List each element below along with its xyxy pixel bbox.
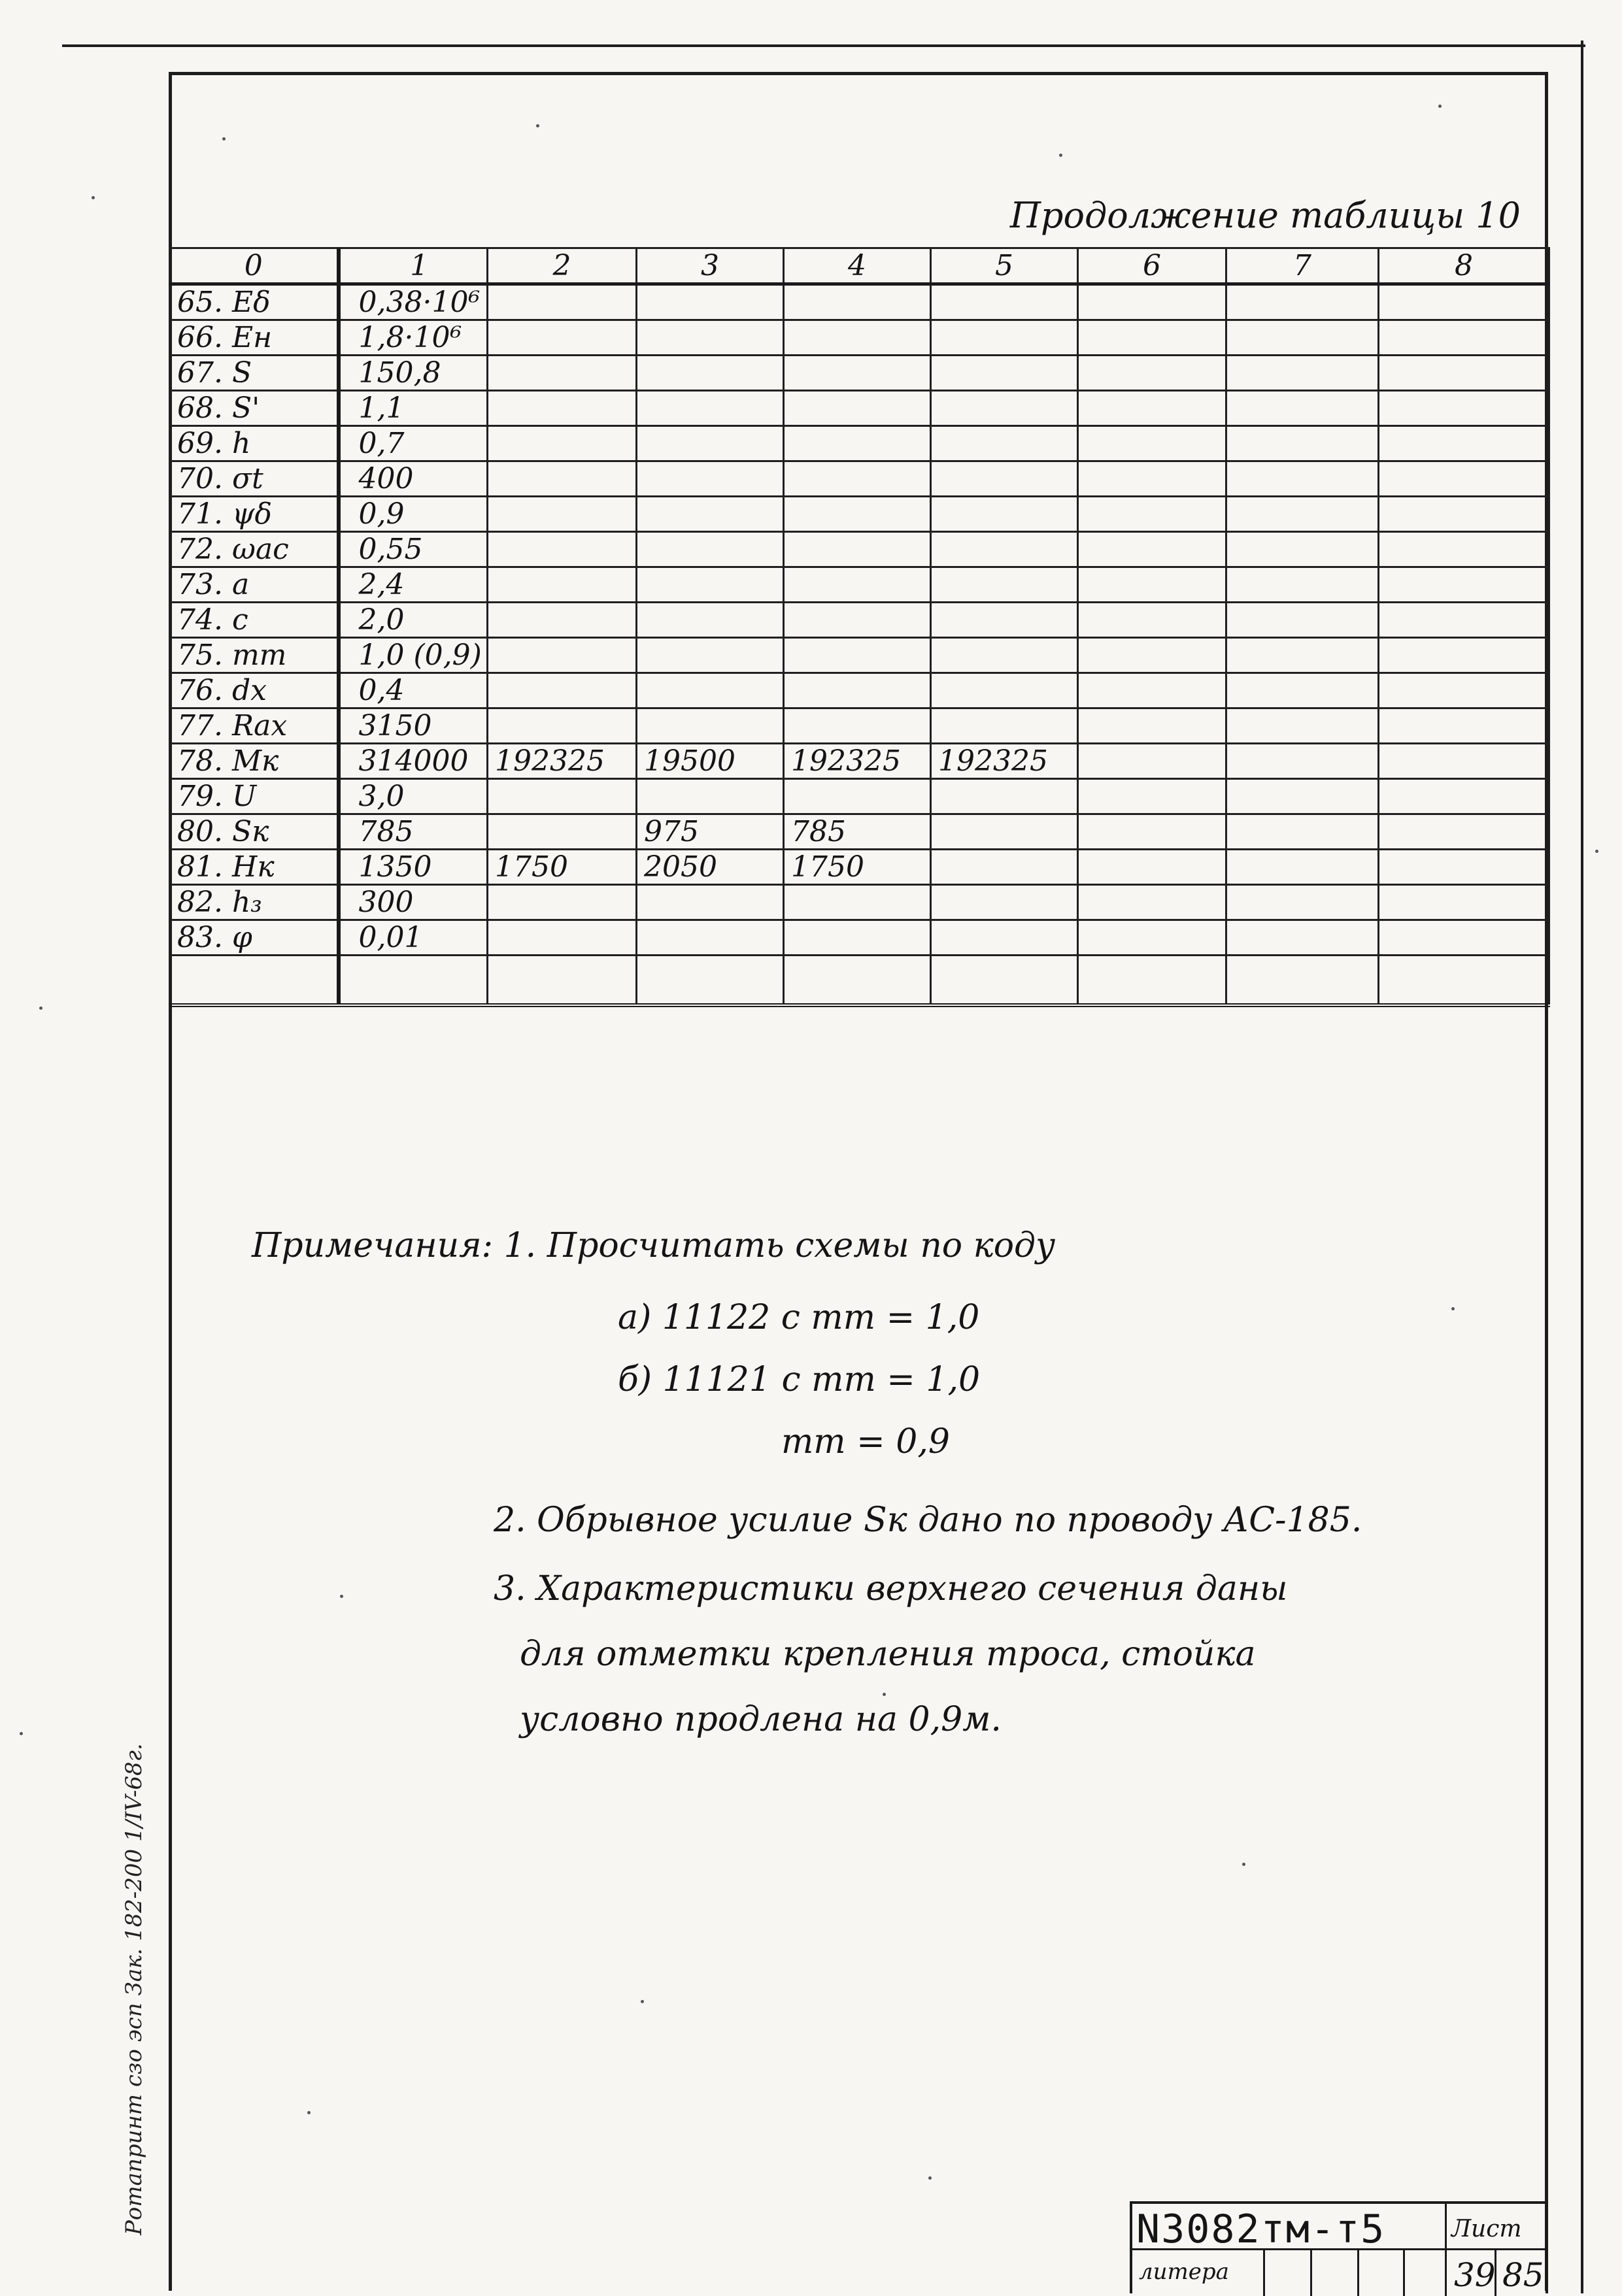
value-cell [931,567,1078,603]
value-cell [931,814,1078,850]
value-cell [1078,708,1226,744]
value-cell [784,497,931,532]
parameter-name-cell: 78. Мк [170,744,339,779]
value-cell [931,426,1078,461]
value-cell [1379,461,1549,497]
value-cell [1379,426,1549,461]
note-item-1: 1. Просчитать схемы по коду [503,1226,1056,1265]
parameter-name-cell: 79. U [170,779,339,814]
value-cell [1379,320,1549,356]
parameter-name-cell: 81. Нк [170,850,339,885]
value-cell [931,532,1078,567]
table-body [170,284,1549,1006]
value-cell [1379,779,1549,814]
value-cell [1226,391,1379,426]
value-cell [488,284,637,320]
value-cell [784,426,931,461]
empty-cell [488,956,637,1006]
value-cell: 150,8 [339,356,488,391]
value-cell [931,356,1078,391]
value-cell [1226,744,1379,779]
value-cell: 3150 [339,708,488,744]
value-cell [931,708,1078,744]
table-row [170,320,1549,356]
parameter-name-cell: 66. Ен [170,320,339,356]
title-block-separator [1445,2204,1447,2296]
value-cell [1379,638,1549,673]
value-cell [1226,356,1379,391]
value-cell [637,391,784,426]
note-item-3-line-3: условно продлена на 0,9м. [520,1700,1002,1739]
value-cell [931,461,1078,497]
value-cell: 975 [637,814,784,850]
header-col-7: 7 [1226,248,1379,284]
value-cell [1379,814,1549,850]
value-cell [784,603,931,638]
empty-cell [637,956,784,1006]
parameter-name-cell: 69. ℎ [170,426,339,461]
value-cell [784,356,931,391]
header-col-4: 4 [784,248,931,284]
value-cell [1078,920,1226,956]
empty-cell [784,956,931,1006]
value-cell [488,320,637,356]
value-cell: 2,0 [339,603,488,638]
value-cell [931,638,1078,673]
value-cell: 300 [339,885,488,920]
note-item-1b: б) 11121 с mт = 1,0 [618,1360,981,1399]
value-cell: 192325 [784,744,931,779]
value-cell [488,426,637,461]
title-block [1130,2201,1548,2293]
note-item-3-line-2: для отметки крепления троса, стойка [520,1635,1256,1674]
value-cell [1078,284,1226,320]
value-cell [1379,391,1549,426]
value-cell [1379,603,1549,638]
value-cell [637,320,784,356]
value-cell: 0,55 [339,532,488,567]
litera-cell-2 [1310,2248,1312,2296]
value-cell [1078,567,1226,603]
table-row [170,284,1549,320]
value-cell [784,673,931,708]
table-row [170,356,1549,391]
value-cell [1078,320,1226,356]
value-cell [784,320,931,356]
parameter-name-cell: 75. mт [170,638,339,673]
value-cell: 2050 [637,850,784,885]
value-cell [1078,744,1226,779]
value-cell [1226,814,1379,850]
notes-title: Примечания: [252,1226,494,1265]
value-cell [1379,744,1549,779]
value-cell [637,497,784,532]
value-cell: 785 [784,814,931,850]
value-cell: 19500 [637,744,784,779]
parameter-name-cell: 70. σt [170,461,339,497]
value-cell [1379,708,1549,744]
header-col-5: 5 [931,248,1078,284]
parameter-name-cell: 83. φ [170,920,339,956]
parameter-name-cell: 74. с [170,603,339,638]
note-item-2: 2. Обрывное усилие Sк дано по проводу АС-185. [494,1501,1362,1540]
table-row [170,673,1549,708]
value-cell [1226,532,1379,567]
top-border-line [62,44,1585,47]
parameter-name-cell: 67. S [170,356,339,391]
value-cell [784,779,931,814]
value-cell [1078,461,1226,497]
value-cell [488,532,637,567]
value-cell: 0,4 [339,673,488,708]
value-cell [637,885,784,920]
value-cell [637,673,784,708]
value-cell [1226,461,1379,497]
value-cell [488,391,637,426]
value-cell [1078,885,1226,920]
header-col-2: 2 [488,248,637,284]
value-cell [931,885,1078,920]
value-cell [1078,603,1226,638]
value-cell [637,426,784,461]
print-shop-stamp: Ротапринт сзо эсп Зак. 182-200 1/IV-68г. [121,1743,147,2235]
header-col-6: 6 [1078,248,1226,284]
note-item-3-line-1: 3. Характеристики верхнего сечения даны [494,1569,1288,1608]
table-row [170,532,1549,567]
value-cell [784,284,931,320]
value-cell [637,567,784,603]
table-row [170,885,1549,920]
parameter-name-cell: 68. S' [170,391,339,426]
table-row [170,497,1549,532]
value-cell: 0,01 [339,920,488,956]
value-cell [1226,567,1379,603]
parameter-name-cell: 77. Rах [170,708,339,744]
value-cell [1226,885,1379,920]
value-cell [784,461,931,497]
value-cell: 400 [339,461,488,497]
value-cell [1226,603,1379,638]
value-cell: 2,4 [339,567,488,603]
parameter-name-cell: 73. а [170,567,339,603]
parameter-name-cell: 72. ωас [170,532,339,567]
value-cell: 1750 [784,850,931,885]
note-item-1a: а) 11122 с mт = 1,0 [618,1298,980,1337]
title-block-divider [1132,2248,1548,2250]
value-cell [488,461,637,497]
empty-cell [170,956,339,1006]
empty-cell [339,956,488,1006]
value-cell [784,391,931,426]
table-row [170,426,1549,461]
value-cell [488,814,637,850]
value-cell [488,708,637,744]
value-cell: 1,0 (0,9) [339,638,488,673]
litera-cell-3 [1357,2248,1359,2296]
value-cell [488,885,637,920]
litera-label: литера [1139,2259,1229,2285]
table-row [170,638,1549,673]
value-cell [1078,391,1226,426]
value-cell [1078,779,1226,814]
value-cell [488,779,637,814]
parameter-name-cell: 76. dx [170,673,339,708]
value-cell [784,567,931,603]
value-cell [1226,920,1379,956]
table-caption: Продолжение таблицы 10 [1009,195,1521,236]
table-row [170,567,1549,603]
value-cell: 1,8·10⁶ [339,320,488,356]
table-row [170,920,1549,956]
value-cell [1379,850,1549,885]
table-header-row [170,248,1549,284]
value-cell [488,673,637,708]
value-cell [488,638,637,673]
sheet-number: 39 [1454,2256,1496,2294]
value-cell [931,850,1078,885]
header-col-1: 1 [339,248,488,284]
value-cell [784,708,931,744]
value-cell [931,673,1078,708]
value-cell: 1350 [339,850,488,885]
value-cell [488,603,637,638]
value-cell [931,320,1078,356]
value-cell [1226,673,1379,708]
value-cell [931,920,1078,956]
parameter-name-cell: 71. ψδ [170,497,339,532]
value-cell [1226,708,1379,744]
value-cell: 0,9 [339,497,488,532]
value-cell [637,603,784,638]
value-cell [1078,814,1226,850]
header-col-3: 3 [637,248,784,284]
empty-cell [1226,956,1379,1006]
value-cell [1379,532,1549,567]
table-row [170,391,1549,426]
value-cell: 1,1 [339,391,488,426]
value-cell [1226,497,1379,532]
parameter-name-cell: 80. Sк [170,814,339,850]
value-cell [784,885,931,920]
value-cell [488,567,637,603]
document-code: N3082тм-т5 [1136,2206,1386,2252]
value-cell [931,284,1078,320]
header-col-8: 8 [1379,248,1549,284]
value-cell [637,920,784,956]
value-cell: 1750 [488,850,637,885]
table-row [170,461,1549,497]
table-row [170,708,1549,744]
value-cell [931,603,1078,638]
parameter-name-cell: 82. h₃ [170,885,339,920]
value-cell [1379,673,1549,708]
empty-cell [1078,956,1226,1006]
value-cell [637,708,784,744]
value-cell: 3,0 [339,779,488,814]
table-row [170,603,1549,638]
value-cell [1078,673,1226,708]
value-cell [488,497,637,532]
value-cell: 0,38·10⁶ [339,284,488,320]
value-cell [1379,497,1549,532]
value-cell [637,638,784,673]
value-cell: 192325 [931,744,1078,779]
litera-cell-4 [1403,2248,1405,2296]
value-cell [1078,850,1226,885]
value-cell: 192325 [488,744,637,779]
value-cell [1226,850,1379,885]
value-cell [1078,532,1226,567]
table-row [170,744,1549,779]
table-row [170,850,1549,885]
value-cell [488,920,637,956]
value-cell [637,532,784,567]
note-item-1c: mт = 0,9 [781,1422,950,1461]
value-cell [637,461,784,497]
value-cell [1379,920,1549,956]
value-cell [784,638,931,673]
value-cell [1078,426,1226,461]
value-cell [1379,567,1549,603]
table-row [170,814,1549,850]
value-cell [784,920,931,956]
litera-cell-1 [1263,2248,1265,2296]
value-cell [1078,356,1226,391]
header-col-0: 0 [170,248,339,284]
value-cell [931,779,1078,814]
value-cell [637,356,784,391]
value-cell [931,391,1078,426]
value-cell [637,284,784,320]
value-cell: 785 [339,814,488,850]
value-cell [1078,638,1226,673]
parameters-table [169,247,1550,1007]
table-empty-row [170,956,1549,1006]
value-cell [1226,779,1379,814]
value-cell [1379,356,1549,391]
value-cell [784,532,931,567]
value-cell [1078,497,1226,532]
value-cell [1226,638,1379,673]
value-cell [1226,284,1379,320]
parameter-name-cell: 65. Еδ [170,284,339,320]
value-cell [931,497,1078,532]
value-cell [1226,426,1379,461]
value-cell [637,779,784,814]
value-cell [1379,885,1549,920]
empty-cell [931,956,1078,1006]
value-cell: 314000 [339,744,488,779]
value-cell [1226,320,1379,356]
value-cell: 0,7 [339,426,488,461]
value-cell [488,356,637,391]
right-border-line [1581,41,1583,2293]
sheet-total: 85 [1502,2256,1544,2294]
value-cell [1379,284,1549,320]
table-row [170,779,1549,814]
empty-cell [1379,956,1549,1006]
sheet-label: Лист [1451,2216,1522,2242]
